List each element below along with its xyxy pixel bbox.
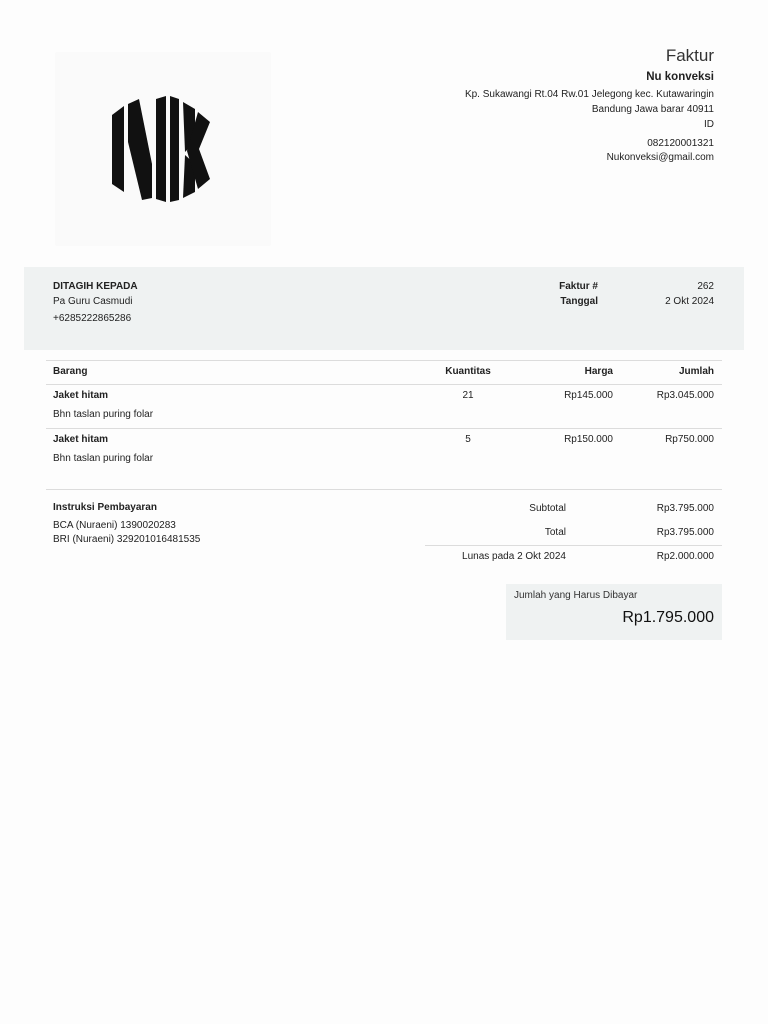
table-bottom-divider: [46, 489, 722, 490]
column-header-quantity: Kuantitas: [445, 366, 491, 377]
payment-instruction-bri: BRI (Nuraeni) 329201016481535: [53, 534, 201, 545]
row-price: Rp145.000: [564, 390, 613, 401]
company-logo: [55, 52, 271, 246]
subtotal-value: Rp3.795.000: [656, 503, 714, 514]
company-country: ID: [704, 119, 714, 130]
bill-to-band: [24, 267, 744, 350]
document-title: Faktur: [665, 46, 714, 65]
bill-to-name: Pa Guru Casmudi: [53, 296, 133, 307]
row-quantity: 5: [465, 434, 471, 445]
table-header-divider: [46, 384, 722, 385]
company-address-line1: Kp. Sukawangi Rt.04 Rw.01 Jelegong kec. Kutawaringin: [464, 89, 714, 100]
invoice-date-label: Tanggal: [560, 296, 598, 307]
totals-divider: [425, 545, 722, 546]
row-item-name: Jaket hitam: [53, 434, 109, 445]
company-phone: 082120001321: [647, 138, 714, 149]
company-name: Nu konveksi: [646, 71, 714, 83]
invoice-number-label: Faktur #: [559, 281, 598, 292]
row-amount: Rp3.045.000: [656, 390, 714, 401]
company-email: Nukonveksi@gmail.com: [606, 152, 714, 163]
paid-value: Rp2.000.000: [656, 551, 714, 562]
payment-instruction-bca: BCA (Nuraeni) 1390020283: [53, 520, 176, 531]
table-top-divider: [46, 360, 722, 361]
row-amount: Rp750.000: [665, 434, 714, 445]
row-quantity: 21: [462, 390, 474, 401]
bill-to-phone: +6285222865286: [53, 313, 132, 324]
amount-due-label: Jumlah yang Harus Dibayar: [514, 590, 638, 601]
invoice-date: 2 Okt 2024: [665, 296, 714, 307]
total-label: Total: [544, 527, 566, 538]
company-address-line2: Bandung Jawa barar 40911: [591, 104, 714, 115]
paid-label: Lunas pada 2 Okt 2024: [462, 551, 566, 562]
payment-instructions-heading: Instruksi Pembayaran: [53, 502, 157, 513]
subtotal-label: Subtotal: [529, 503, 566, 514]
column-header-item: Barang: [53, 366, 88, 377]
invoice-number: 262: [697, 281, 714, 292]
row-price: Rp150.000: [564, 434, 613, 445]
total-value: Rp3.795.000: [656, 527, 714, 538]
bill-to-heading: DITAGIH KEPADA: [53, 281, 138, 292]
row-divider: [46, 428, 722, 429]
row-item-description: Bhn taslan puring folar: [53, 453, 154, 464]
amount-due-value: Rp1.795.000: [622, 609, 714, 626]
nk-logo-icon: [55, 52, 271, 246]
row-item-description: Bhn taslan puring folar: [53, 409, 154, 420]
row-item-name: Jaket hitam: [53, 390, 109, 401]
column-header-amount: Jumlah: [678, 366, 714, 377]
column-header-price: Harga: [584, 366, 613, 377]
